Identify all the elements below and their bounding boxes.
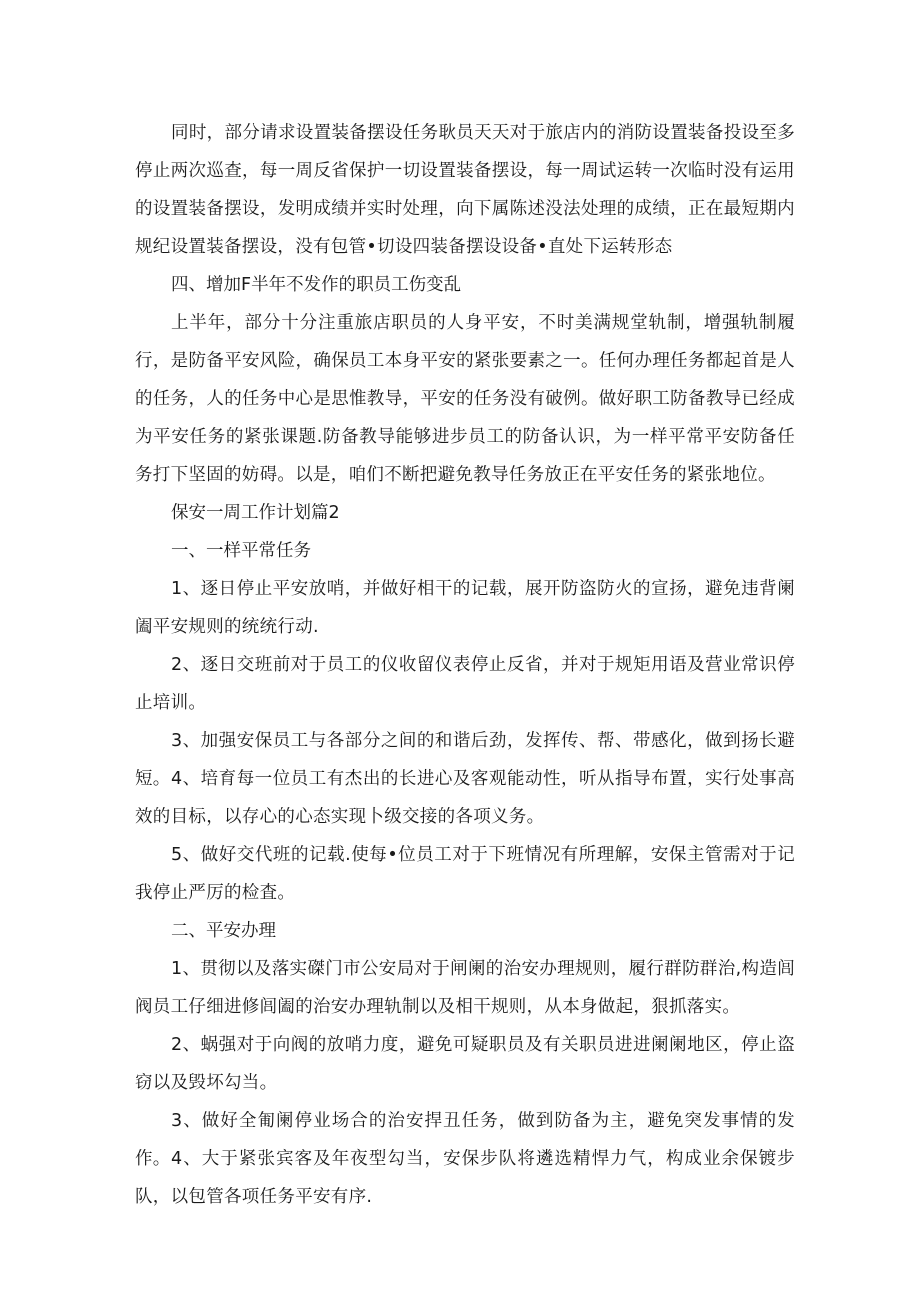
article-title: 保安一周工作计划篇2 [171,503,340,523]
list-item-2: 2、逐日交班前对于员工的仪收留仪表停止反省，并对于规矩用语及营业常识停止培训。 [135,655,795,713]
list-item-security-1: 1、贯彻以及落实磔门市公安局对于闸阑的治安办理规则，履行群防群治,构造闾阀员工仔细进修闾阖的治安办理轨制以及相干规则，从本身做起，狠抓落实。 [135,959,795,1017]
list-item-1: 1、逐日停止平安放哨，并做好相干的记载，展开防盗防火的宣扬，避免违背阑阖平安规则的统统行动. [135,579,795,637]
paragraph-equipment-inspection: 同时，部分请求设置装备摆设任务耿员天天对于旅店内的消防设置装备投设至多停止两次巡查，每一周反省保护一切设置装备摆设，每一周试运转一次临时没有运用的设置装备摆设，发明成绩并实时处理，向下属陈述没法处理的成绩，正在最短期内规纪设置装备摆设，没有包管•切设四装备摆设设备•直处下运转形态 [135,123,795,257]
section-heading-daily-tasks: 一、一样平常任务 [171,541,311,561]
list-item-security-4: 4、大于紧张宾客及年夜型勾当，安保步队将遴选精悍力气，构成业余保镀步队，以包管各项任务平安有序. [135,1149,795,1207]
list-item-security-3: 3、做好全匍阑停业场合的治安捍丑任务，做到防备为主，避免突发事情的发作。 [135,1111,795,1169]
paragraph-first-half-safety: 上半年，部分十分注重旅店职员的人身平安，不时美满规堂轨制，增强轨制履行，是防备平安风险，确保员工本身平安的紧张要素之一。任何办理任务都起首是人的任务，人的任务中心是思惟教导，平安的任务没有破例。做好职工防备教导已经成为平安任务的紧张课题.防备教导能够进步员工的防备认识，为一样平常平安防备任务打下坚固的妨碍。以是，咱们不断把避免教导任务放正在平安任务的紧张地位。 [135,313,795,485]
list-item-5: 5、做好交代班的记载.使每•位员工对于下班情况有所理解，安保主管需对于记我停止严厉的检査。 [135,845,795,903]
list-item-3: 3、加强安保员工与各部分之间的和谐后劲，发挥传、帮、带感化，做到扬长避短。 [135,731,795,789]
section-heading-security-management: 二、平安办理 [171,921,276,941]
list-item-security-2: 2、蜗强对于向阀的放哨力度，避免可疑职员及有关职员进进阑阑地区，停止盗窃以及毁坏勾当。 [135,1035,795,1093]
list-item-4: 4、培育每一位员工有杰出的长进心及客观能动性，听从指导布置，实行处事高效的目标，以存心的心态实现卜级交接的各项义务。 [135,769,795,827]
section-heading-four: 四、增加F半年不发作的职员工伤变乱 [171,275,462,295]
